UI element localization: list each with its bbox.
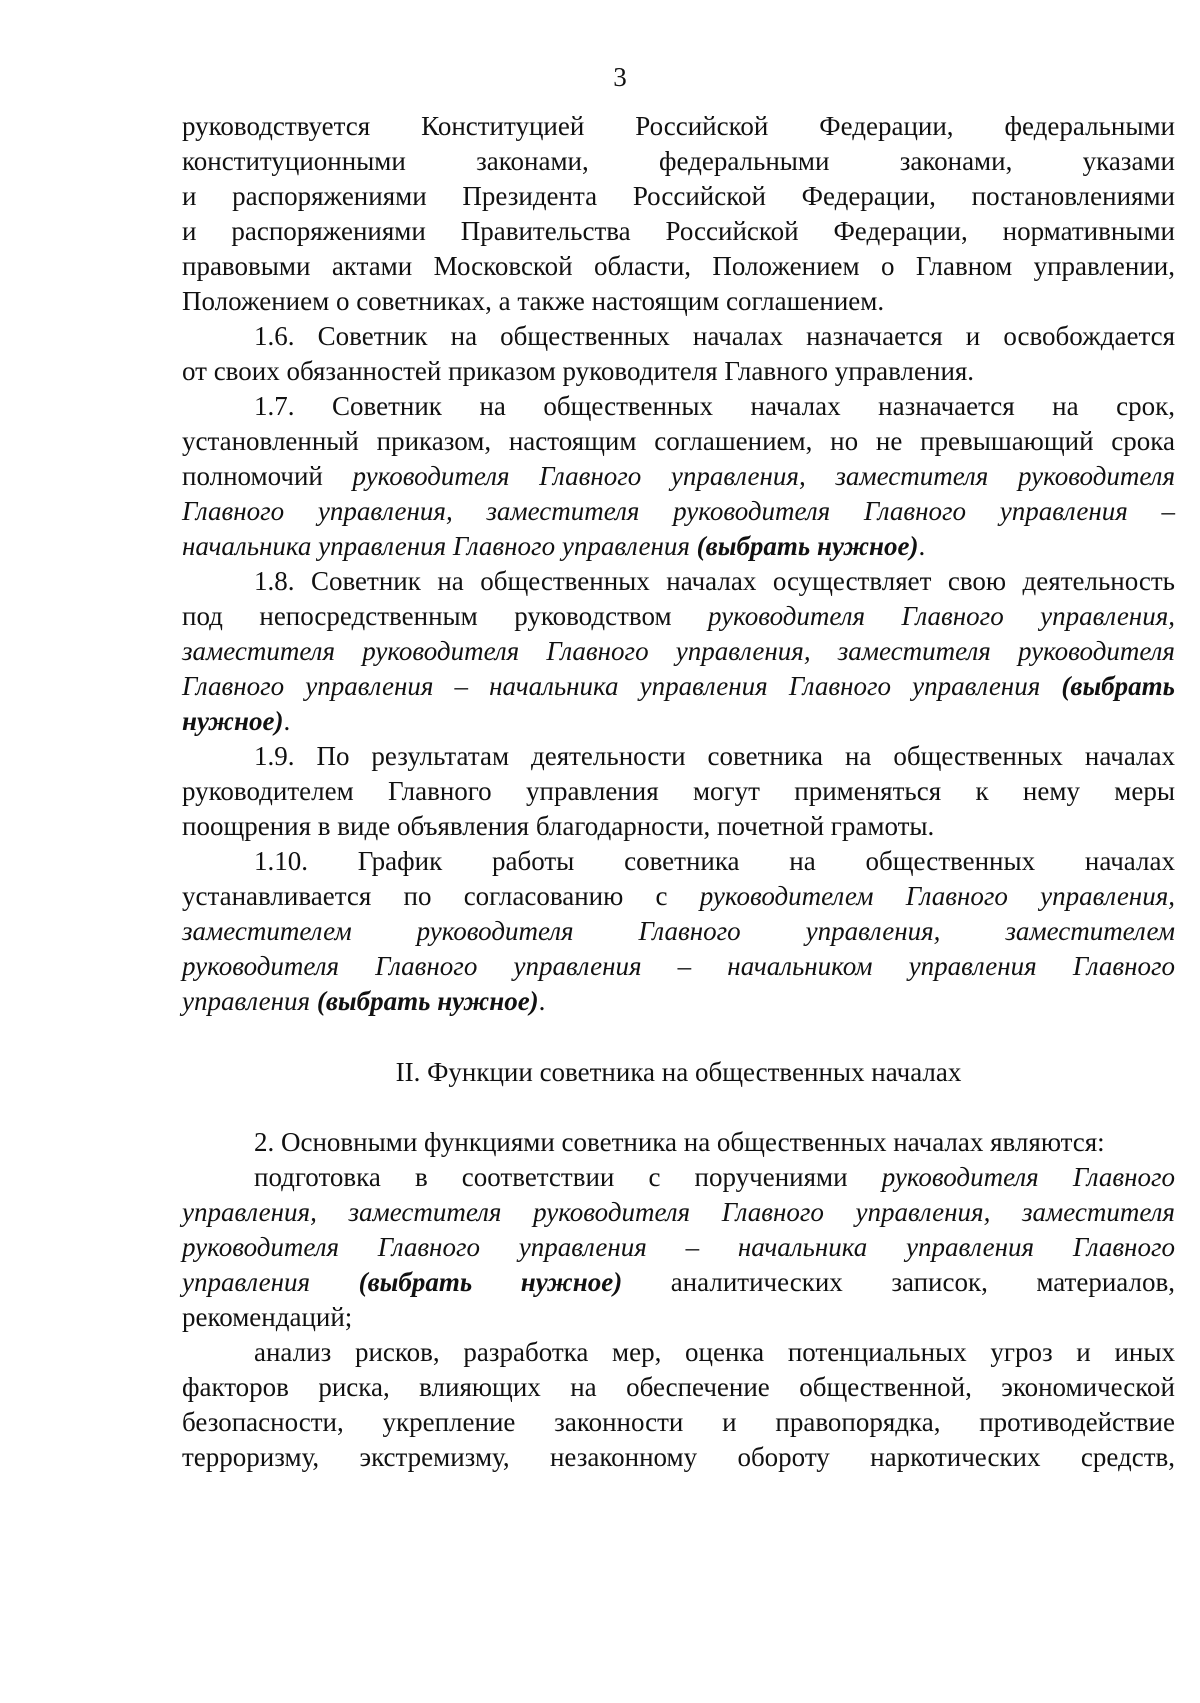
text-line: безопасности, укрепление законности и правопорядка, противодействие [182, 1407, 1175, 1437]
text-line: и распоряжениями Правительства Российской Федерации, нормативными [182, 216, 1175, 246]
text-line: подготовка в соответствии с поручениями руководителя Главного [254, 1162, 1175, 1192]
text-line: и распоряжениями Президента Российской Федерации, постановлениями [182, 181, 1175, 211]
text-line: нужное). [182, 706, 291, 736]
text-line: начальника управления Главного управления (выбрать нужное). [182, 531, 926, 561]
text-line: конституционными законами, федеральными законами, указами [182, 146, 1175, 176]
text-line: управления (выбрать нужное) аналитических записок, материалов, [182, 1267, 1175, 1297]
text-line: заместителя руководителя Главного управления, заместителя руководителя [182, 636, 1175, 666]
text-line: руководителя Главного управления – начальником управления Главного [182, 951, 1175, 981]
text-line: устанавливается по согласованию с руководителем Главного управления, [182, 881, 1175, 911]
paragraph-1-8-line: 1.8. Советник на общественных началах осуществляет свою деятельность [254, 566, 1175, 596]
paragraph-1-10-line: 1.10. График работы советника на общественных началах [254, 846, 1175, 876]
paragraph-1-7-line: 1.7. Советник на общественных началах назначается на срок, [254, 391, 1175, 421]
text-line: управления, заместителя руководителя Главного управления, заместителя [182, 1197, 1175, 1227]
text-line: под непосредственным руководством руководителя Главного управления, [182, 601, 1175, 631]
text-line: анализ рисков, разработка мер, оценка потенциальных угроз и иных [254, 1337, 1175, 1367]
text-line: от своих обязанностей приказом руководителя Главного управления. [182, 356, 975, 386]
page-number: 3 [613, 62, 627, 92]
text-line: руководителя Главного управления – начальника управления Главного [182, 1232, 1175, 1262]
text-line: рекомендаций; [182, 1302, 353, 1332]
text-line: руководствуется Конституцией Российской Федерации, федеральными [182, 111, 1175, 141]
text-line: Главного управления – начальника управления Главного управления (выбрать [182, 671, 1175, 701]
text-line: заместителем руководителя Главного управления, заместителем [182, 916, 1175, 946]
text-line: Главного управления, заместителя руководителя Главного управления – [182, 496, 1175, 526]
text-line: терроризму, экстремизму, незаконному обороту наркотических средств, [182, 1442, 1175, 1472]
text-line: поощрения в виде объявления благодарности, почетной грамоты. [182, 811, 935, 841]
paragraph-1-9-line: 1.9. По результатам деятельности советника на общественных началах [254, 741, 1175, 771]
text-line: правовыми актами Московской области, Положением о Главном управлении, [182, 251, 1175, 281]
section-heading: II. Функции советника на общественных началах [395, 1057, 962, 1087]
text-line: Положением о советниках, а также настоящим соглашением. [182, 286, 885, 316]
text-line: руководителем Главного управления могут применяться к нему меры [182, 776, 1175, 806]
text-line: полномочий руководителя Главного управления, заместителя руководителя [182, 461, 1175, 491]
paragraph-2-line: 2. Основными функциями советника на общественных началах являются: [254, 1127, 1105, 1157]
text-line: управления (выбрать нужное). [182, 986, 546, 1016]
text-line: факторов риска, влияющих на обеспечение общественной, экономической [182, 1372, 1175, 1402]
paragraph-1-6-line: 1.6. Советник на общественных началах назначается и освобождается [254, 321, 1175, 351]
text-line: установленный приказом, настоящим соглашением, но не превышающий срока [182, 426, 1175, 456]
